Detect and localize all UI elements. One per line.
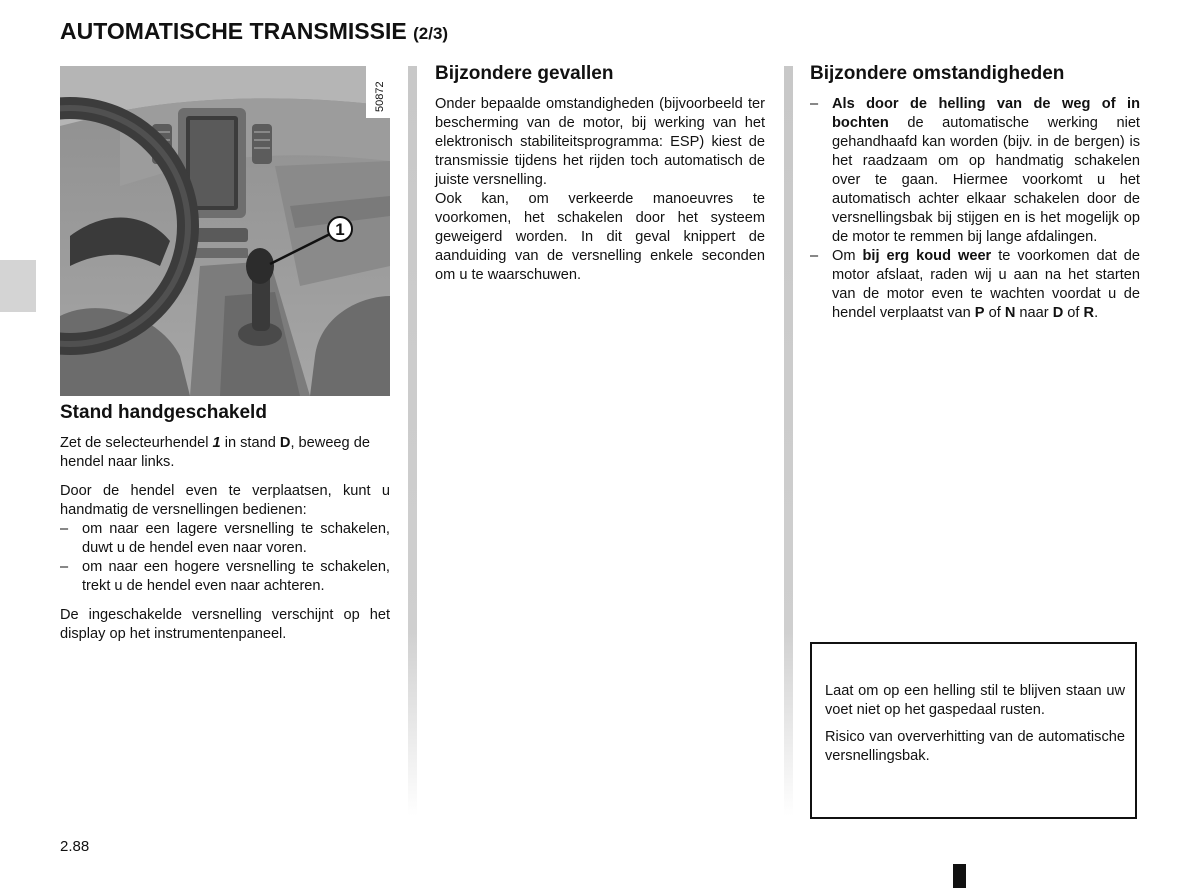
manual-mode-paragraph-1: Zet de selecteurhendel 1 in stand D, beweeg de hendel naar links. (60, 435, 370, 470)
warning-text (825, 682, 1125, 766)
manual-mode-paragraph-2: Door de hendel even te verplaatsen, kunt u handmatig de versnellingen bedienen: (60, 483, 390, 518)
title-page-fraction: (2/3) (413, 24, 449, 43)
list-item: – om naar een hogere versnelling te schakelen, trekt u de hendel even naar achteren. (60, 558, 390, 596)
print-mark (953, 864, 966, 888)
warning-paragraph-2: Risico van oververhitting van de automatische versnellingsbak. (825, 729, 1125, 764)
page-title (60, 18, 448, 45)
column-divider-2 (784, 66, 793, 816)
list-item: – om naar een lagere versnelling te schakelen, duwt u de hendel even naar voren. (60, 520, 390, 558)
title-text: AUTOMATISCHE TRANSMISSIE (60, 18, 407, 44)
manual-mode-list (60, 520, 390, 596)
warning-box (810, 642, 1137, 819)
special-cases-paragraph-2: Ook kan, om verkeerde manoeuvres te voorkomen, het schakelen door het systeem geweigerd worden. In dit geval knippert de aanduiding van de versnelling enkele seconden om u te waarschuwen. (435, 191, 765, 283)
special-cases-text (435, 95, 765, 285)
dashboard-illustration-svg (60, 66, 390, 396)
special-circumstances-text (810, 95, 1140, 323)
figure-reference-number: 50872 (374, 81, 386, 112)
manual-mode-text (60, 434, 390, 644)
section-heading-special-circumstances: Bijzondere omstandigheden (810, 63, 1065, 84)
section-heading-special-cases: Bijzondere gevallen (435, 63, 614, 84)
warning-paragraph-1: Laat om op een helling stil te blijven staan uw voet niet op het gaspedaal rusten. (825, 683, 1125, 718)
manual-mode-paragraph-3: De ingeschakelde versnelling verschijnt op het display op het instrumentenpaneel. (60, 607, 390, 642)
list-item: – Als door de helling van de weg of in bochten de automatische werking niet gehandhaafd kan worden (bijv. in de bergen) is het raadzaam om op handmatig schakelen over te gaan. Hiermee voorkomt u het automatisch achter elkaar schakelen door de versnellingsbak bij stijgen en is het mogelijk op de motor te remmen bij lange afdalingen. (810, 95, 1140, 247)
section-heading-manual-mode: Stand handgeschakeld (60, 402, 267, 423)
dashboard-gear-selector-illustration (60, 66, 390, 396)
chapter-tab (0, 260, 36, 312)
special-cases-paragraph-1: Onder bepaalde omstandigheden (bijvoorbeeld ter bescherming van de motor, bij werking van het elektronisch stabiliteitsprogramma: ESP) kiest de transmissie tijdens het rijden toch automatisch de juiste versnelling. (435, 96, 765, 188)
column-divider-1 (408, 66, 417, 816)
list-item: – Om bij erg koud weer te voorkomen dat de motor afslaat, raden wij u aan na het starten van de motor even te wachten voordat u de hendel verplaatst van P of N naar D of R. (810, 247, 1140, 323)
page-number: 2.88 (60, 838, 90, 855)
special-circumstances-list (810, 95, 1140, 323)
callout-label: 1 (335, 220, 345, 239)
